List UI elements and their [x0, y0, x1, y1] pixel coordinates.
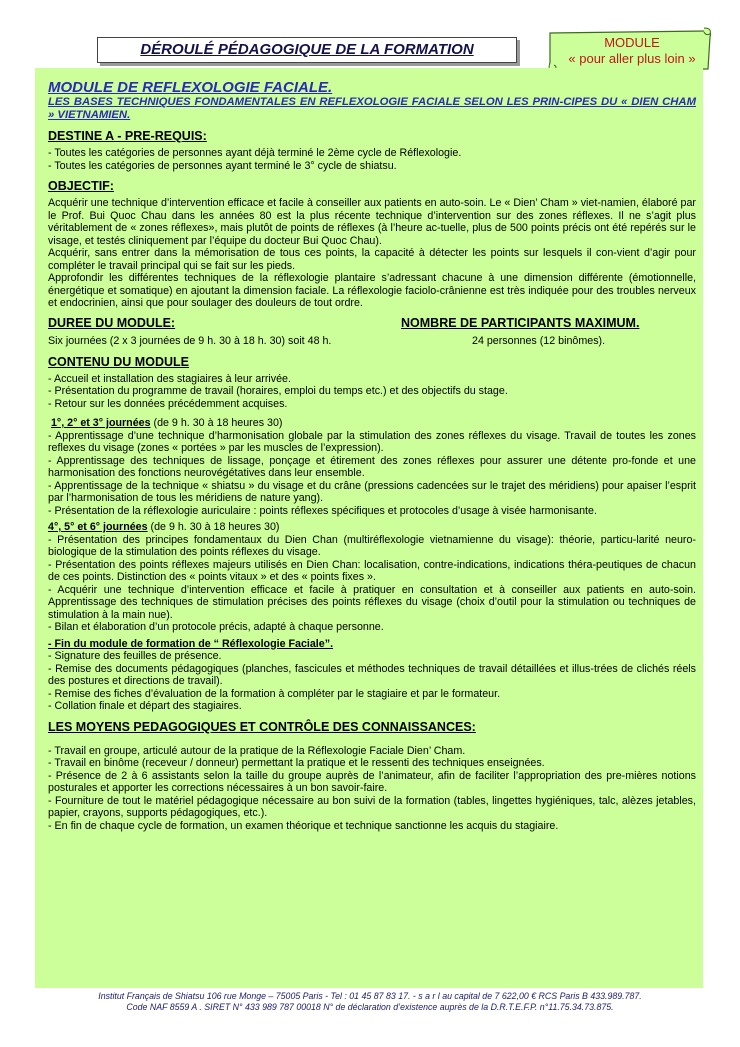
days-1-3-hours: (de 9 h. 30 à 18 heures 30) — [150, 417, 283, 429]
objectif-paragraph: Approfondir les différentes techniques de la réflexologie plantaire s’adressant chacune à une dimension différente (émotionnelle, énergétique et somatique) en ajoutant la dimension faciale. La réflexologie faciolo-crânienne est très indiquée pour des troubles nerveux et endocrinien, ainsi que pour soulager des douleurs de tout ordre. — [48, 272, 696, 309]
contenu-heading: CONTENU DU MODULE — [48, 354, 189, 369]
duree-participants-headings — [48, 316, 696, 331]
days-4-6-line: - Bilan et élaboration d’un protocole précis, adapté à chaque personne. — [48, 621, 384, 633]
fin-module-line: - Signature des feuilles de présence. — [48, 650, 222, 662]
moyens-line: - En fin de chaque cycle de formation, un examen théorique et technique sanctionne les acquis du stagiaire. — [48, 819, 559, 832]
days-1-3-line: - Présentation de la réflexologie auriculaire : points réflexes spécifiques et protocoles d’usage à visée harmonisante. — [48, 504, 597, 517]
days-1-3-heading — [48, 417, 696, 430]
objectif-paragraph: Acquérir une technique d’intervention efficace et facile à conseiller aux patients en auto-soin. Le « Dien’ Cham » viet-namien, élaboré par le Prof. Bui Quoc Chau dans les années 80 est la plus récente technique d’intervention sur des zones réflexes. Il ne s’agit plus véritablement de « zones réflexes», mais plutôt de points de réflexes (à l’heure ac-tuelle, plus de 500 points précis ont été repérés sur le visage, et testés cliniquement par l’équipe du docteur Bui Quoc Chau). — [48, 197, 696, 247]
footer-line-2: Code NAF 8559 A . SIRET N° 433 989 787 00018 N° de déclaration d’existence auprès de la D.R.T.E.F.P. n°11.75.34.73.875. — [126, 1002, 614, 1012]
destine-heading: DESTINE A - PRE-REQUIS: — [48, 129, 207, 143]
moyens-heading: LES MOYENS PEDAGOGIQUES ET CONTRÔLE DES CONNAISSANCES: — [48, 719, 476, 734]
destine-line: - Toutes les catégories de personnes ayant déjà terminé le 2ème cycle de Réflexologie. — [48, 147, 462, 159]
fin-module-line: - Collation finale et départ des stagiaires. — [48, 700, 242, 712]
module-subtitle: LES BASES TECHNIQUES FONDAMENTALES EN REFLEXOLOGIE FACIALE SELON LES PRIN-CIPES DU « DIEN CHAM » VIETNAMIEN. — [48, 96, 696, 121]
contenu-intro-line: - Retour sur les données précédemment acquises. — [48, 397, 288, 410]
moyens-line: - Fourniture de tout le matériel pédagogique nécessaire au bon suivi de la formation (tables, lingettes hygiéniques, talc, alèzes jetables, papier, crayons, supports pédagogiques, etc.). — [48, 794, 696, 819]
badge-line-2: « pour aller plus loin » — [568, 51, 696, 66]
days-4-6-line: - Présentation des principes fondamentaux du Dien Chan (multiréflexologie vietnamienne du visage): théorie, particu-larité neuro-biologique de la stimulation des points réflexes du visage. — [48, 533, 696, 558]
fin-module-heading — [48, 638, 696, 651]
duree-value: Six journées (2 x 3 journées de 9 h. 30 à 18 h. 30) soit 48 h. — [48, 334, 332, 347]
participants-heading: NOMBRE DE PARTICIPANTS MAXIMUM. — [401, 315, 640, 330]
page-title: DÉROULÉ PÉDAGOGIQUE DE LA FORMATION — [140, 41, 474, 58]
days-4-6-heading — [48, 521, 696, 534]
days-1-3-line: - Apprentissage des techniques de lissage, ponçage et étirement des zones réflexes pour assurer une détente pro-fonde et une harmonisation des fonctions neurovégétatives dans leur ensemble. — [48, 454, 696, 479]
contenu-intro-line: - Présentation du programme de travail (horaires, emploi du temps etc.) et des objectifs du stage. — [48, 385, 508, 397]
fin-module-line: - Remise des fiches d’évaluation de la formation à compléter par le stagiaire et par le formateur. — [48, 687, 501, 700]
days-4-6-hours: (de 9 h. 30 à 18 heures 30) — [147, 521, 280, 533]
page-footer — [0, 991, 740, 1013]
days-4-6-line: - Acquérir une technique d’intervention efficace et facile à pratiquer en consultation et à conseiller aux patients en auto-soin. Apprentissage des techniques de stimulation précises des points réflexes du visage (choix d’outil pour la stimulation ou techniques de stimulation à la main nue). — [48, 583, 696, 621]
footer-line-1: Institut Français de Shiatsu 106 rue Monge – 75005 Paris - Tel : 01 45 87 83 17. - s a r l au capital de 7 622,00 € RCS Paris B 433.989.787. — [98, 991, 642, 1001]
days-4-6-line: - Présentation des points réflexes majeurs utilisés en Dien Chan: localisation, contre-indications, indications théra-peutiques de chacun de ces points. Distinction des « points vitaux » et des « points fixes ». — [48, 558, 696, 583]
objectif-paragraph: Acquérir, sans entrer dans la mémorisation de tous ces points, la capacité à détecter les points sur lesquels il con-vient d’agir pour compléter le travail principal qui se fait sur les pieds. — [48, 247, 696, 272]
days-1-3-line: - Apprentissage d’une technique d’harmonisation globale par la stimulation des zones réflexes du visage. Travail de toutes les zones reflexes du visage (zones « portées » par les muscles de l’expression). — [48, 429, 696, 454]
duree-participants-values — [48, 335, 696, 348]
moyens-line: - Travail en binôme (receveur / donneur) permettant la pratique et le ressenti des techniques enseignées. — [48, 757, 545, 769]
badge-line-1: MODULE — [604, 35, 660, 50]
destine-line: - Toutes les catégories de personnes ayant terminé le 3° cycle de shiatsu. — [48, 159, 397, 172]
fin-module-line: - Remise des documents pédagogiques (planches, fascicules et méthodes techniques de travail détaillées et illus-trées de clichés réels des postures et directions de travail). — [48, 662, 696, 687]
module-title: MODULE DE REFLEXOLOGIE FACIALE. — [48, 79, 333, 96]
moyens-line: - Présence de 2 à 6 assistants selon la taille du groupe auprès de l’animateur, afin de faciliter l’appropriation des pre-mières notions posturales et apporter les corrections nécessaires à un bon savoir-faire. — [48, 769, 696, 794]
page-title-box — [97, 37, 517, 63]
module-badge-text — [556, 35, 708, 67]
moyens-line: - Travail en groupe, articulé autour de la pratique de la Réflexologie Faciale Dien’ Cham. — [48, 744, 466, 757]
fin-module-title: - Fin du module de formation de “ Réflexologie Faciale”. — [48, 637, 334, 650]
module-scroll-badge — [546, 27, 712, 73]
participants-value: 24 personnes (12 binômes). — [472, 334, 606, 347]
contenu-intro-line: - Accueil et installation des stagiaires à leur arrivée. — [48, 372, 291, 385]
document-content — [48, 75, 696, 832]
days-1-3-line: - Apprentissage de la technique « shiatsu » du visage et du crâne (pressions cadencées sur le trajet des méridiens) pour apaiser l’esprit par l’harmonisation de tous les méridiens de nature yang). — [48, 479, 696, 504]
duree-heading: DUREE DU MODULE: — [48, 315, 176, 330]
days-1-3-title: 1°, 2° et 3° journées — [50, 417, 151, 429]
days-4-6-title: 4°, 5° et 6° journées — [48, 521, 148, 533]
objectif-heading: OBJECTIF: — [48, 179, 114, 193]
